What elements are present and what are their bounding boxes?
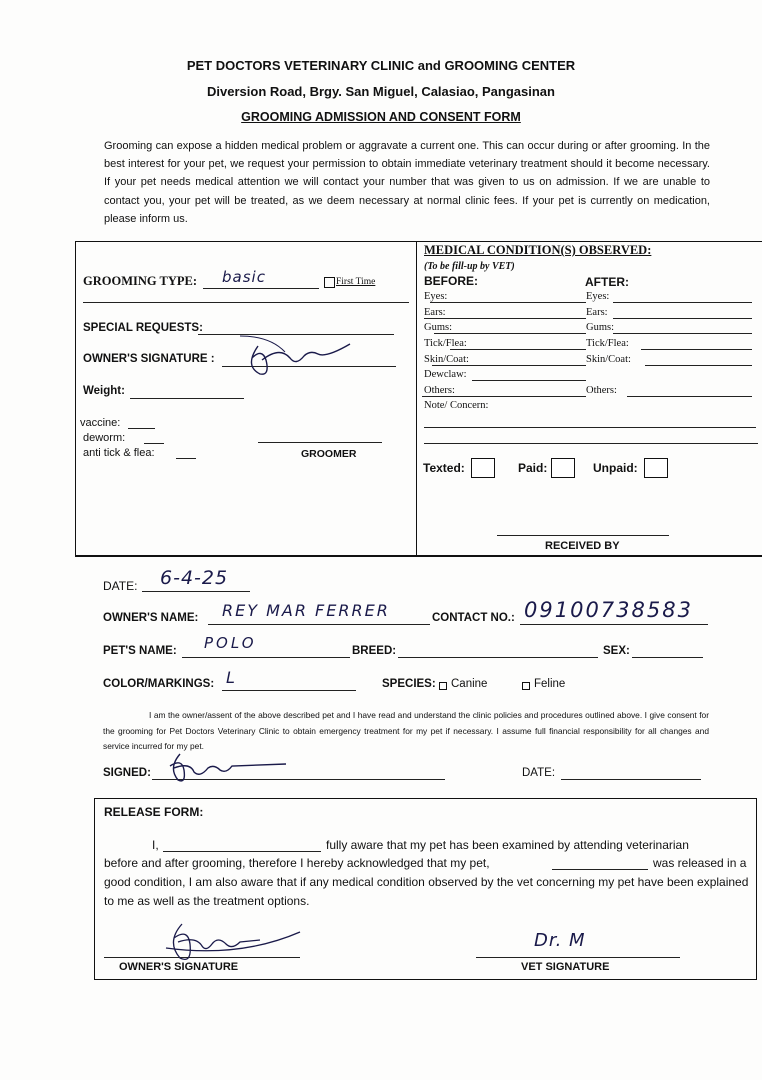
paid-label: Paid: bbox=[518, 461, 548, 475]
date-label: DATE: bbox=[103, 579, 138, 593]
date-line[interactable] bbox=[142, 591, 250, 592]
after-row-label: Tick/Flea: bbox=[586, 338, 629, 349]
release-title: RELEASE FORM: bbox=[104, 805, 204, 819]
color-line[interactable] bbox=[222, 690, 356, 691]
unpaid-label: Unpaid: bbox=[593, 461, 638, 475]
color-label: COLOR/MARKINGS: bbox=[103, 678, 215, 690]
pet-name-line[interactable] bbox=[182, 657, 350, 658]
feline-label: Feline bbox=[534, 678, 566, 690]
deworm-label: deworm: bbox=[83, 432, 126, 444]
release-text-2: before and after grooming, therefore I hereby acknowledged that my pet, bbox=[104, 856, 490, 870]
species-label: SPECIES: bbox=[382, 678, 436, 690]
before-row-label: Skin/Coat: bbox=[424, 354, 469, 365]
received-by-label: RECEIVED BY bbox=[545, 540, 620, 552]
vet-signature-label: VET SIGNATURE bbox=[521, 961, 610, 973]
after-row-label: Skin/Coat: bbox=[586, 354, 631, 365]
texted-label: Texted: bbox=[423, 461, 465, 475]
before-row-line[interactable] bbox=[422, 396, 586, 397]
pet-name-value[interactable]: POLO bbox=[204, 634, 257, 652]
color-value[interactable]: L bbox=[226, 668, 236, 687]
vaccine-line[interactable] bbox=[128, 428, 155, 429]
anti-tick-line[interactable] bbox=[176, 458, 196, 459]
after-row-line[interactable] bbox=[645, 365, 752, 366]
after-row-line[interactable] bbox=[613, 302, 752, 303]
release-text-3: was released in a bbox=[653, 856, 747, 870]
contact-line[interactable] bbox=[520, 624, 708, 625]
paid-checkbox[interactable] bbox=[551, 458, 575, 478]
anti-tick-label: anti tick & flea: bbox=[83, 447, 155, 459]
intro-paragraph: Grooming can expose a hidden medical problem or aggravate a current one. This can occur during or after grooming. In the best interest for your pet, we request your permission to obtain immediate veterinary treatment should it become necessary. If your pet needs medical attention we will contact your number that was given to us on admission. If we are unable to contact you, your pet will be treated, as we deem necessary at normal clinic fees. If your pet is currently on medication, please inform us. bbox=[104, 140, 710, 225]
medical-title: MEDICAL CONDITION(S) OBSERVED: bbox=[424, 243, 652, 257]
weight-label: Weight: bbox=[83, 385, 125, 397]
consent-text: I am the owner/assent of the above described pet and I have read and understand the clinic policies and procedures outlined above. I give consent for the grooming for Pet Doctors Veterinary Clinic to obtain emergency treatment for my pet if necessary. I assume full financial responsibility for all changes and service incurred for my pet. bbox=[103, 710, 709, 751]
before-row-line[interactable] bbox=[434, 333, 586, 334]
form-title: GROOMING ADMISSION AND CONSENT FORM bbox=[241, 110, 521, 124]
after-row-line[interactable] bbox=[613, 318, 752, 319]
sex-label: SEX: bbox=[603, 645, 630, 657]
grooming-type-line bbox=[203, 288, 319, 289]
first-time-checkbox[interactable] bbox=[324, 277, 335, 288]
before-row-label: Others: bbox=[424, 385, 455, 396]
owner-name-label: OWNER'S NAME: bbox=[103, 612, 199, 624]
grooming-type-value[interactable]: basic bbox=[222, 268, 266, 286]
first-time-label: First Time bbox=[336, 277, 376, 287]
after-label: AFTER: bbox=[585, 275, 629, 289]
before-row-line[interactable] bbox=[472, 380, 586, 381]
signed-date-label: DATE: bbox=[522, 767, 556, 779]
canine-checkbox[interactable] bbox=[439, 682, 447, 690]
release-text-4: good condition, I am also aware that if any medical condition observed by the vet concerning my pet have been explained to me as well as the treatment options. bbox=[104, 875, 749, 908]
signed-label: SIGNED: bbox=[103, 767, 151, 779]
received-by-line[interactable] bbox=[497, 535, 669, 536]
before-label: BEFORE: bbox=[424, 274, 478, 288]
note-label: Note/ Concern: bbox=[424, 400, 489, 411]
deworm-line[interactable] bbox=[144, 443, 164, 444]
vet-signature-line[interactable] bbox=[476, 957, 680, 958]
groomer-label: GROOMER bbox=[301, 448, 357, 460]
after-row-label: Ears: bbox=[586, 307, 608, 318]
grooming-extra-line bbox=[83, 302, 409, 303]
before-row-line[interactable] bbox=[432, 365, 586, 366]
breed-label: BREED: bbox=[352, 645, 397, 657]
medical-subtitle: (To be fill-up by VET) bbox=[424, 261, 515, 272]
owner-signature-consent bbox=[160, 750, 290, 786]
note-line-2[interactable] bbox=[424, 443, 758, 444]
special-requests-label: SPECIAL REQUESTS: bbox=[83, 322, 203, 334]
after-row-line[interactable] bbox=[641, 349, 752, 350]
owner-signature-label: OWNER'S SIGNATURE : bbox=[83, 353, 215, 365]
before-row-label: Tick/Flea: bbox=[424, 338, 467, 349]
weight-line[interactable] bbox=[130, 398, 244, 399]
table-divider bbox=[416, 241, 417, 555]
texted-checkbox[interactable] bbox=[471, 458, 495, 478]
vet-initials: Dr. M bbox=[534, 930, 586, 951]
clinic-address: Diversion Road, Brgy. San Miguel, Calasiao, Pangasinan bbox=[207, 84, 555, 99]
date-value[interactable]: 6-4-25 bbox=[160, 567, 229, 589]
owner-name-value[interactable]: REY MAR FERRER bbox=[222, 601, 390, 620]
clinic-name: PET DOCTORS VETERINARY CLINIC and GROOMING CENTER bbox=[186, 58, 576, 73]
before-row-label: Eyes: bbox=[424, 291, 448, 302]
before-row-line[interactable] bbox=[450, 349, 586, 350]
signed-date-line[interactable] bbox=[561, 779, 701, 780]
before-row-label: Dewclaw: bbox=[424, 369, 467, 380]
feline-checkbox[interactable] bbox=[522, 682, 530, 690]
contact-label: CONTACT NO.: bbox=[432, 612, 515, 624]
before-row-label: Gums: bbox=[424, 322, 453, 333]
before-row-line[interactable] bbox=[430, 302, 586, 303]
owner-name-line[interactable] bbox=[208, 624, 430, 625]
pet-name-label: PET'S NAME: bbox=[103, 645, 177, 657]
release-pet-line[interactable] bbox=[552, 869, 648, 870]
canine-label: Canine bbox=[451, 678, 488, 690]
after-row-label: Others: bbox=[586, 385, 617, 396]
before-row-label: Ears: bbox=[424, 307, 446, 318]
after-row-line[interactable] bbox=[627, 396, 752, 397]
release-owner-signature-label: OWNER'S SIGNATURE bbox=[119, 961, 239, 973]
vaccine-label: vaccine: bbox=[80, 417, 121, 429]
breed-line[interactable] bbox=[398, 657, 598, 658]
release-name-line[interactable] bbox=[163, 851, 321, 852]
contact-value[interactable]: 09100738583 bbox=[524, 598, 693, 622]
owner-signature-top bbox=[240, 336, 355, 381]
grooming-type-label: GROOMING TYPE: bbox=[83, 274, 198, 288]
groomer-line[interactable] bbox=[258, 442, 382, 443]
sex-line[interactable] bbox=[632, 657, 703, 658]
unpaid-checkbox[interactable] bbox=[644, 458, 668, 478]
after-row-label: Gums: bbox=[586, 322, 615, 333]
release-text-1: fully aware that my pet has been examined by attending veterinarian bbox=[326, 838, 689, 852]
special-requests-line[interactable] bbox=[198, 334, 394, 335]
release-i-label: I, bbox=[152, 838, 159, 852]
after-row-line[interactable] bbox=[613, 333, 752, 334]
note-line-1[interactable] bbox=[424, 427, 756, 428]
after-row-label: Eyes: bbox=[586, 291, 610, 302]
before-row-line[interactable] bbox=[424, 318, 586, 319]
